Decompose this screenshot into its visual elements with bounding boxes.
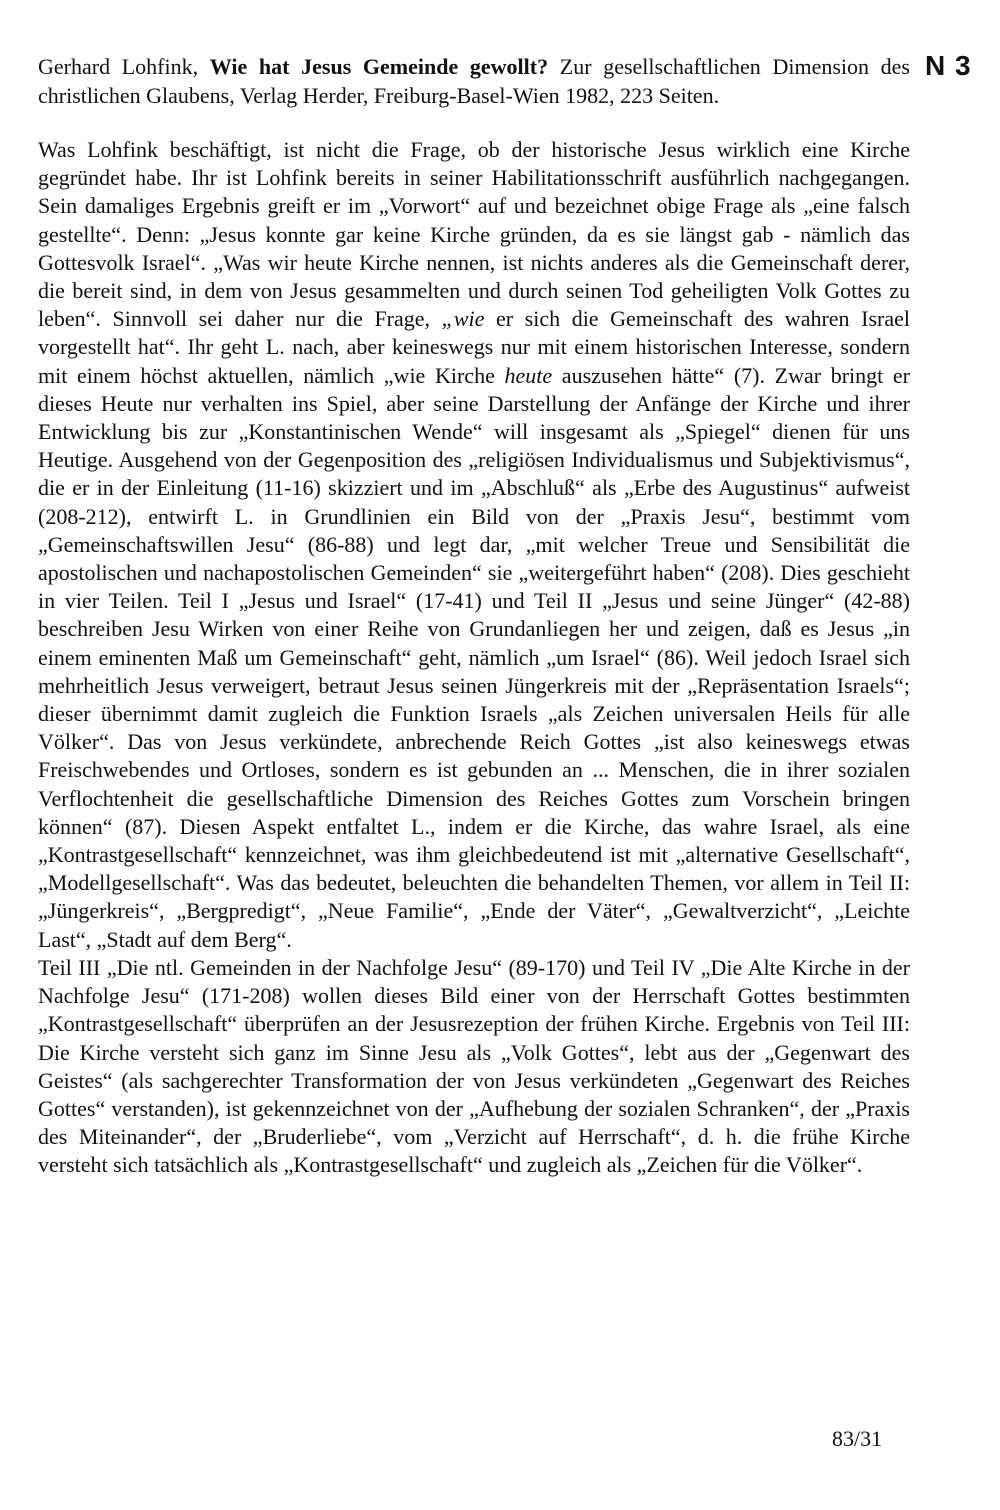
section-mark: N 3 bbox=[925, 50, 972, 81]
review-paragraph-2: Teil III „Die ntl. Gemeinden in der Nachfolge Jesu“ (89-170) und Teil IV „Die Alte Kirche in der Nachfolge Jesu“ (171-208) wollen dieses Bild einer von der Herrschaft Gottes bestimmten „Kontrastgesellschaft“ überprüfen an der Jesusrezeption der frühen Kirche. Ergebnis von Teil III: Die Kirche versteht sich ganz im Sinne Jesu als „Volk Gottes“, lebt aus der „Gegenwart des Geistes“ (als sachgerechter Transformation der von Jesus verkündeten „Gegenwart des Reiches Gottes“ verstanden), ist gekennzeichnet von der „Aufhebung der sozialen Schranken“, der „Praxis des Miteinander“, der „Bruderliebe“, vom „Verzicht auf Herrschaft“, d. h. die frühe Kirche versteht sich tatsächlich als „Kontrastgesellschaft“ und zugleich als „Zeichen für die Völker“. bbox=[38, 954, 910, 1178]
paragraph-1-emphasis-wie: „wie bbox=[441, 306, 485, 332]
review-paragraph-1 bbox=[38, 136, 910, 954]
book-citation bbox=[38, 52, 910, 110]
citation-title: Wie hat Jesus Gemeinde gewollt? bbox=[209, 54, 549, 79]
page-content bbox=[38, 52, 910, 1180]
citation-author: Gerhard Lohfink, bbox=[38, 54, 210, 79]
review-body bbox=[38, 136, 910, 1180]
paragraph-1-part-1: Was Lohfink beschäftigt, ist nicht die Frage, ob der historische Jesus wirklich eine Kirche gegründet habe. Ihr ist Lohfink bereits in seiner Habilitationsschrift ausführlich nachgegangen. Sein damaliges Ergebnis greift er im „Vorwort“ auf und bezeichnet obige Frage als „eine falsch gestellte“. Denn: „Jesus konnte gar keine Kirche gründen, da es sie längst gab - nämlich das Gottesvolk Israel“. „Was wir heute Kirche nennen, ist nichts anderes als die Gemeinschaft derer, die bereit sind, in dem von Jesus gesammelten und durch seinen Tod geheiligten Volk Gottes zu leben“. Sinnvoll sei daher nur die Frage, bbox=[38, 137, 910, 332]
paragraph-1-emphasis-heute: heute bbox=[504, 362, 553, 388]
page-number: 83/31 bbox=[832, 1426, 883, 1451]
citation-details: Zur gesellschaftlichen Dimension des christlichen Glaubens, Verlag Herder, Freiburg-Basel-Wien 1982, 223 Seiten. bbox=[38, 54, 910, 108]
paragraph-1-part-3: auszusehen hätte“ (7). Zwar bringt er dieses Heute nur verhalten ins Spiel, aber seine Darstellung der Anfänge der Kirche und ihrer Entwicklung bis zur „Konstantinischen Wende“ will insgesamt als „Spiegel“ dienen für uns Heutige. Ausgehend von der Gegenposition des „religiösen Individualismus und Subjektivismus“, die er in der Einleitung (11-16) skizziert und im „Abschluß“ als „Erbe des Augustinus“ aufweist (208-212), entwirft L. in Grundlinien ein Bild von der „Praxis Jesu“, bestimmt vom „Gemeinschaftswillen Jesu“ (86-88) und legt dar, „mit welcher Treue und Sensibilität die apostolischen und nachapostolischen Gemeinden“ sie „weitergeführt haben“ (208). Dies geschieht in vier Teilen. Teil I „Jesus und Israel“ (17-41) und Teil II „Jesus und seine Jünger“ (42-88) beschreiben Jesu Wirken von einer Reihe von Grundanliegen her und zeigen, daß es Jesus „in einem eminenten Maß um Gemeinschaft“ geht, nämlich „um Israel“ (86). Weil jedoch Israel sich mehrheitlich Jesus verweigert, betraut Jesus seinen Jüngerkreis mit der „Repräsentation Israels“; dieser übernimmt damit zugleich die Funktion Israels „als Zeichen universalen Heils für alle Völker“. Das von Jesus verkündete, anbrechende Reich Gottes „ist also keineswegs etwas Freischwebendes und Ortloses, sondern es ist gebunden an ... Menschen, die in ihrer sozialen Verflochtenheit die gesellschaftliche Dimension des Reiches Gottes zum Vorschein bringen können“ (87). Diesen Aspekt entfaltet L., indem er die Kirche, das wahre Israel, als eine „Kontrastgesellschaft“ kennzeichnet, was ihm gleichbedeutend ist mit „alternative Gesellschaft“, „Modellgesellschaft“. Was das bedeutet, beleuchten die behandelten Themen, vor allem in Teil II: „Jüngerkreis“, „Bergpredigt“, „Neue Familie“, „Ende der Väter“, „Gewaltverzicht“, „Leichte Last“, „Stadt auf dem Berg“. bbox=[38, 362, 910, 952]
paragraph-1-part-2: er sich die Gemeinschaft des wahren Israel vorgestellt hat“. Ihr geht L. nach, aber keineswegs nur mit einem historischen Interesse, sondern mit einem höchst aktuellen, nämlich „wie Kirche bbox=[38, 306, 910, 388]
